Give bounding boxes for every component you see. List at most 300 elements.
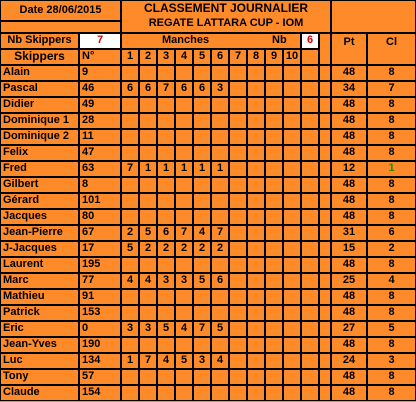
race-result[interactable] <box>229 225 247 241</box>
race-result[interactable] <box>193 193 211 209</box>
race-result[interactable] <box>175 145 193 161</box>
race-result[interactable] <box>265 81 283 97</box>
race-result[interactable] <box>157 177 175 193</box>
race-result[interactable] <box>247 225 265 241</box>
race-result[interactable] <box>283 129 301 145</box>
row-spacer-b <box>319 257 331 273</box>
race-result[interactable]: 2 <box>139 241 157 257</box>
race-result[interactable] <box>265 177 283 193</box>
race-result[interactable] <box>247 257 265 273</box>
race-result[interactable] <box>229 177 247 193</box>
race-column-header-3: 3 <box>157 49 175 65</box>
race-result[interactable] <box>121 177 139 193</box>
race-result[interactable] <box>139 145 157 161</box>
race-result[interactable] <box>139 113 157 129</box>
race-result[interactable] <box>211 257 229 273</box>
race-result[interactable] <box>175 65 193 81</box>
race-result[interactable] <box>193 65 211 81</box>
row-spacer-a <box>301 145 319 161</box>
race-result[interactable] <box>229 273 247 289</box>
race-column-header-6: 6 <box>211 49 229 65</box>
race-result[interactable] <box>229 257 247 273</box>
skipper-name: Dominique 1 <box>0 113 79 129</box>
rank-cell: 8 <box>367 257 416 273</box>
race-result[interactable] <box>283 385 301 401</box>
race-result[interactable]: 2 <box>157 241 175 257</box>
race-result[interactable] <box>265 385 283 401</box>
race-result[interactable] <box>157 97 175 113</box>
race-result[interactable] <box>229 305 247 321</box>
race-result[interactable] <box>157 385 175 401</box>
race-result[interactable] <box>139 129 157 145</box>
race-result[interactable] <box>175 209 193 225</box>
race-result[interactable]: 1 <box>157 161 175 177</box>
points-cell: 48 <box>331 337 367 353</box>
race-result[interactable] <box>193 289 211 305</box>
race-result[interactable]: 1 <box>121 353 139 369</box>
race-result[interactable] <box>283 273 301 289</box>
race-column-header-9: 9 <box>265 49 283 65</box>
race-result[interactable] <box>139 209 157 225</box>
skipper-number: 190 <box>79 337 121 353</box>
race-result[interactable] <box>139 289 157 305</box>
race-result[interactable]: 5 <box>193 273 211 289</box>
race-result[interactable]: 3 <box>175 273 193 289</box>
skippers-column-header: Skippers <box>0 49 79 65</box>
race-result[interactable] <box>139 337 157 353</box>
row-spacer-b <box>319 209 331 225</box>
row-spacer-a <box>301 209 319 225</box>
race-result[interactable] <box>283 97 301 113</box>
race-result[interactable] <box>247 113 265 129</box>
race-result[interactable] <box>193 129 211 145</box>
race-result[interactable] <box>157 145 175 161</box>
skipper-name: Dominique 2 <box>0 129 79 145</box>
race-result[interactable] <box>139 385 157 401</box>
race-result[interactable] <box>139 257 157 273</box>
row-spacer-b <box>319 81 331 97</box>
race-result[interactable] <box>121 129 139 145</box>
row-spacer-b <box>319 193 331 209</box>
race-result[interactable] <box>247 65 265 81</box>
race-result[interactable] <box>247 177 265 193</box>
race-result[interactable] <box>121 193 139 209</box>
race-result[interactable] <box>247 289 265 305</box>
skipper-number: 0 <box>79 321 121 337</box>
race-result[interactable] <box>283 65 301 81</box>
nb-text: Nb <box>272 34 287 46</box>
race-result[interactable] <box>139 369 157 385</box>
skipper-name: Patrick <box>0 305 79 321</box>
race-result[interactable] <box>247 81 265 97</box>
skipper-number: 154 <box>79 385 121 401</box>
race-result[interactable] <box>175 289 193 305</box>
race-result[interactable]: 3 <box>193 353 211 369</box>
race-result[interactable] <box>283 193 301 209</box>
race-result[interactable] <box>229 321 247 337</box>
race-result[interactable] <box>283 337 301 353</box>
nb-races-value[interactable]: 6 <box>301 33 319 49</box>
race-result[interactable] <box>193 177 211 193</box>
race-result[interactable] <box>283 369 301 385</box>
race-result[interactable] <box>193 385 211 401</box>
race-result[interactable] <box>211 97 229 113</box>
skipper-name: Pascal <box>0 81 79 97</box>
race-result[interactable] <box>193 97 211 113</box>
manches-text: Manches <box>162 34 210 46</box>
race-result[interactable]: 6 <box>175 81 193 97</box>
race-column-header-8: 8 <box>247 49 265 65</box>
race-result[interactable]: 1 <box>211 161 229 177</box>
race-result[interactable] <box>283 81 301 97</box>
race-result[interactable] <box>211 289 229 305</box>
row-spacer-a <box>301 241 319 257</box>
row-spacer-a <box>301 177 319 193</box>
race-result[interactable] <box>247 145 265 161</box>
race-result[interactable]: 2 <box>175 241 193 257</box>
race-result[interactable]: 1 <box>139 161 157 177</box>
rank-cell: 8 <box>367 369 416 385</box>
race-result[interactable] <box>211 65 229 81</box>
race-result[interactable] <box>175 129 193 145</box>
race-result[interactable] <box>157 369 175 385</box>
race-result[interactable] <box>265 289 283 305</box>
race-result[interactable]: 4 <box>211 353 229 369</box>
race-result[interactable]: 7 <box>157 81 175 97</box>
race-result[interactable] <box>121 257 139 273</box>
race-result[interactable]: 2 <box>211 241 229 257</box>
race-result[interactable] <box>121 369 139 385</box>
skipper-number: 91 <box>79 289 121 305</box>
points-cell: 34 <box>331 81 367 97</box>
skipper-number: 67 <box>79 225 121 241</box>
race-result[interactable] <box>283 177 301 193</box>
race-result[interactable] <box>211 113 229 129</box>
race-result[interactable] <box>121 305 139 321</box>
race-result[interactable] <box>229 353 247 369</box>
row-spacer-a <box>301 353 319 369</box>
race-result[interactable] <box>229 337 247 353</box>
race-result[interactable]: 7 <box>211 225 229 241</box>
race-result[interactable]: 3 <box>157 273 175 289</box>
race-result[interactable] <box>265 337 283 353</box>
nb-skippers-value[interactable]: 7 <box>79 33 121 49</box>
race-result[interactable] <box>157 257 175 273</box>
race-result[interactable] <box>175 113 193 129</box>
race-result[interactable] <box>247 321 265 337</box>
race-result[interactable] <box>247 241 265 257</box>
race-result[interactable]: 7 <box>175 225 193 241</box>
race-result[interactable] <box>157 65 175 81</box>
race-result[interactable] <box>229 97 247 113</box>
skipper-number: 11 <box>79 129 121 145</box>
race-result[interactable]: 5 <box>175 353 193 369</box>
row-spacer-a <box>301 273 319 289</box>
skipper-number: 49 <box>79 97 121 113</box>
row-spacer-b <box>319 129 331 145</box>
race-result[interactable] <box>283 289 301 305</box>
race-result[interactable] <box>247 353 265 369</box>
row-spacer-a <box>301 385 319 401</box>
race-result[interactable] <box>247 305 265 321</box>
rank-cell: 8 <box>367 129 416 145</box>
race-result[interactable] <box>211 145 229 161</box>
race-result[interactable] <box>139 193 157 209</box>
race-result[interactable] <box>283 145 301 161</box>
points-cell: 24 <box>331 353 367 369</box>
race-result[interactable] <box>229 241 247 257</box>
row-spacer-b <box>319 337 331 353</box>
row-spacer-b <box>319 273 331 289</box>
skipper-name: Laurent <box>0 257 79 273</box>
skipper-number: 153 <box>79 305 121 321</box>
race-result[interactable] <box>175 369 193 385</box>
race-result[interactable] <box>247 273 265 289</box>
race-result[interactable] <box>121 145 139 161</box>
race-result[interactable]: 6 <box>121 81 139 97</box>
race-result[interactable] <box>229 113 247 129</box>
rank-cell: 8 <box>367 145 416 161</box>
race-result[interactable] <box>247 129 265 145</box>
row-spacer-a <box>301 97 319 113</box>
row-spacer-b <box>319 65 331 81</box>
race-result[interactable] <box>157 113 175 129</box>
points-cell: 48 <box>331 145 367 161</box>
race-result[interactable] <box>247 209 265 225</box>
race-result[interactable] <box>265 353 283 369</box>
race-result[interactable] <box>157 337 175 353</box>
race-result[interactable] <box>121 337 139 353</box>
race-result[interactable] <box>175 177 193 193</box>
skipper-name: Claude <box>0 385 79 401</box>
race-result[interactable] <box>211 369 229 385</box>
race-result[interactable] <box>175 97 193 113</box>
race-result[interactable] <box>265 145 283 161</box>
race-result[interactable] <box>229 385 247 401</box>
race-result[interactable] <box>265 65 283 81</box>
race-result[interactable] <box>175 257 193 273</box>
rank-cell: 3 <box>367 353 416 369</box>
race-result[interactable] <box>265 305 283 321</box>
race-result[interactable] <box>247 385 265 401</box>
race-result[interactable] <box>211 209 229 225</box>
race-result[interactable]: 6 <box>139 81 157 97</box>
rank-cell: 8 <box>367 65 416 81</box>
race-result[interactable] <box>139 177 157 193</box>
race-result[interactable]: 7 <box>139 353 157 369</box>
points-cell: 48 <box>331 289 367 305</box>
race-result[interactable]: 4 <box>157 353 175 369</box>
race-result[interactable] <box>265 209 283 225</box>
race-result[interactable]: 4 <box>121 273 139 289</box>
points-cell: 15 <box>331 241 367 257</box>
race-result[interactable]: 1 <box>193 161 211 177</box>
race-result[interactable] <box>121 385 139 401</box>
race-result[interactable]: 5 <box>139 225 157 241</box>
race-result[interactable]: 6 <box>211 273 229 289</box>
skipper-name: Marc <box>0 273 79 289</box>
skipper-name: Gilbert <box>0 177 79 193</box>
race-result[interactable] <box>229 369 247 385</box>
points-cell: 12 <box>331 161 367 177</box>
race-result[interactable] <box>247 161 265 177</box>
skipper-number: 46 <box>79 81 121 97</box>
row-spacer-b <box>319 225 331 241</box>
row-spacer-a <box>301 257 319 273</box>
race-result[interactable] <box>121 97 139 113</box>
race-result[interactable] <box>121 209 139 225</box>
race-result[interactable]: 2 <box>121 225 139 241</box>
race-result[interactable] <box>121 289 139 305</box>
row-spacer-a <box>301 129 319 145</box>
points-cell: 48 <box>331 177 367 193</box>
row-spacer-a <box>301 321 319 337</box>
race-result[interactable] <box>211 129 229 145</box>
race-result[interactable] <box>283 321 301 337</box>
race-result[interactable] <box>265 193 283 209</box>
race-result[interactable] <box>193 257 211 273</box>
race-result[interactable] <box>283 209 301 225</box>
race-result[interactable] <box>265 257 283 273</box>
race-result[interactable] <box>283 257 301 273</box>
race-column-header-5: 5 <box>193 49 211 65</box>
race-result[interactable] <box>211 337 229 353</box>
race-result[interactable] <box>283 305 301 321</box>
race-result[interactable] <box>157 129 175 145</box>
race-result[interactable] <box>211 193 229 209</box>
points-cell: 48 <box>331 257 367 273</box>
points-cell: 48 <box>331 129 367 145</box>
skipper-number: 77 <box>79 273 121 289</box>
rank-cell: 1 <box>367 161 416 177</box>
race-result[interactable] <box>265 225 283 241</box>
race-result[interactable] <box>193 305 211 321</box>
race-result[interactable] <box>265 273 283 289</box>
race-result[interactable] <box>283 353 301 369</box>
skipper-number: 80 <box>79 209 121 225</box>
race-result[interactable] <box>175 337 193 353</box>
race-result[interactable] <box>121 65 139 81</box>
row-spacer-b <box>319 353 331 369</box>
skipper-number: 17 <box>79 241 121 257</box>
race-result[interactable] <box>211 177 229 193</box>
race-result[interactable] <box>283 161 301 177</box>
pt-header: Pt <box>331 33 367 65</box>
race-result[interactable] <box>229 193 247 209</box>
race-result[interactable] <box>157 209 175 225</box>
race-result[interactable] <box>175 305 193 321</box>
race-result[interactable] <box>283 113 301 129</box>
race-result[interactable] <box>283 241 301 257</box>
race-result[interactable] <box>211 385 229 401</box>
race-result[interactable]: 3 <box>139 321 157 337</box>
race-result[interactable]: 6 <box>193 81 211 97</box>
race-result[interactable] <box>265 113 283 129</box>
skipper-name: J-Jacques <box>0 241 79 257</box>
skipper-name: Didier <box>0 97 79 113</box>
race-result[interactable] <box>247 337 265 353</box>
race-result[interactable] <box>247 369 265 385</box>
race-result[interactable] <box>229 209 247 225</box>
race-result[interactable]: 3 <box>121 321 139 337</box>
race-result[interactable] <box>229 81 247 97</box>
race-result[interactable] <box>229 161 247 177</box>
race-result[interactable] <box>265 161 283 177</box>
race-result[interactable] <box>193 209 211 225</box>
points-cell: 48 <box>331 385 367 401</box>
skipper-number: 9 <box>79 65 121 81</box>
race-result[interactable] <box>157 289 175 305</box>
race-result[interactable] <box>283 225 301 241</box>
skipper-name: Luc <box>0 353 79 369</box>
row-spacer-b <box>319 385 331 401</box>
race-result[interactable] <box>229 65 247 81</box>
race-result[interactable] <box>265 97 283 113</box>
race-column-header-7: 7 <box>229 49 247 65</box>
points-cell: 31 <box>331 225 367 241</box>
race-result[interactable] <box>229 145 247 161</box>
race-result[interactable] <box>139 65 157 81</box>
row-spacer-a <box>301 65 319 81</box>
race-result[interactable]: 2 <box>193 241 211 257</box>
race-result[interactable] <box>211 305 229 321</box>
race-result[interactable] <box>193 337 211 353</box>
race-result[interactable] <box>247 97 265 113</box>
row-spacer-b <box>319 305 331 321</box>
race-result[interactable] <box>193 369 211 385</box>
race-result[interactable]: 4 <box>139 273 157 289</box>
race-result[interactable]: 3 <box>211 81 229 97</box>
race-result[interactable] <box>139 97 157 113</box>
race-header-blank <box>301 49 319 65</box>
race-result[interactable] <box>175 385 193 401</box>
race-column-header-2: 2 <box>139 49 157 65</box>
race-result[interactable] <box>193 145 211 161</box>
race-result[interactable]: 4 <box>175 321 193 337</box>
race-result[interactable] <box>121 113 139 129</box>
race-result[interactable]: 7 <box>121 161 139 177</box>
race-result[interactable] <box>193 113 211 129</box>
row-spacer-a <box>301 193 319 209</box>
race-result[interactable]: 4 <box>193 225 211 241</box>
race-result[interactable] <box>157 193 175 209</box>
race-result[interactable] <box>265 369 283 385</box>
race-result[interactable]: 1 <box>175 161 193 177</box>
race-result[interactable]: 7 <box>193 321 211 337</box>
row-spacer-a <box>301 369 319 385</box>
race-result[interactable] <box>157 305 175 321</box>
race-result[interactable] <box>265 321 283 337</box>
skipper-name: Jean-Yves <box>0 337 79 353</box>
race-result[interactable] <box>247 193 265 209</box>
race-result[interactable]: 5 <box>121 241 139 257</box>
race-result[interactable]: 5 <box>211 321 229 337</box>
race-result[interactable] <box>265 241 283 257</box>
race-result[interactable] <box>175 193 193 209</box>
race-result[interactable] <box>229 129 247 145</box>
title-line-1: CLASSEMENT JOURNALIER <box>143 1 308 15</box>
race-result[interactable] <box>265 129 283 145</box>
skipper-number: 101 <box>79 193 121 209</box>
race-result[interactable] <box>229 289 247 305</box>
row-spacer-b <box>319 113 331 129</box>
race-result[interactable] <box>139 305 157 321</box>
row-spacer-b <box>319 97 331 113</box>
race-result[interactable]: 6 <box>157 225 175 241</box>
sub-gap <box>319 33 331 65</box>
points-cell: 48 <box>331 369 367 385</box>
race-result[interactable]: 5 <box>157 321 175 337</box>
